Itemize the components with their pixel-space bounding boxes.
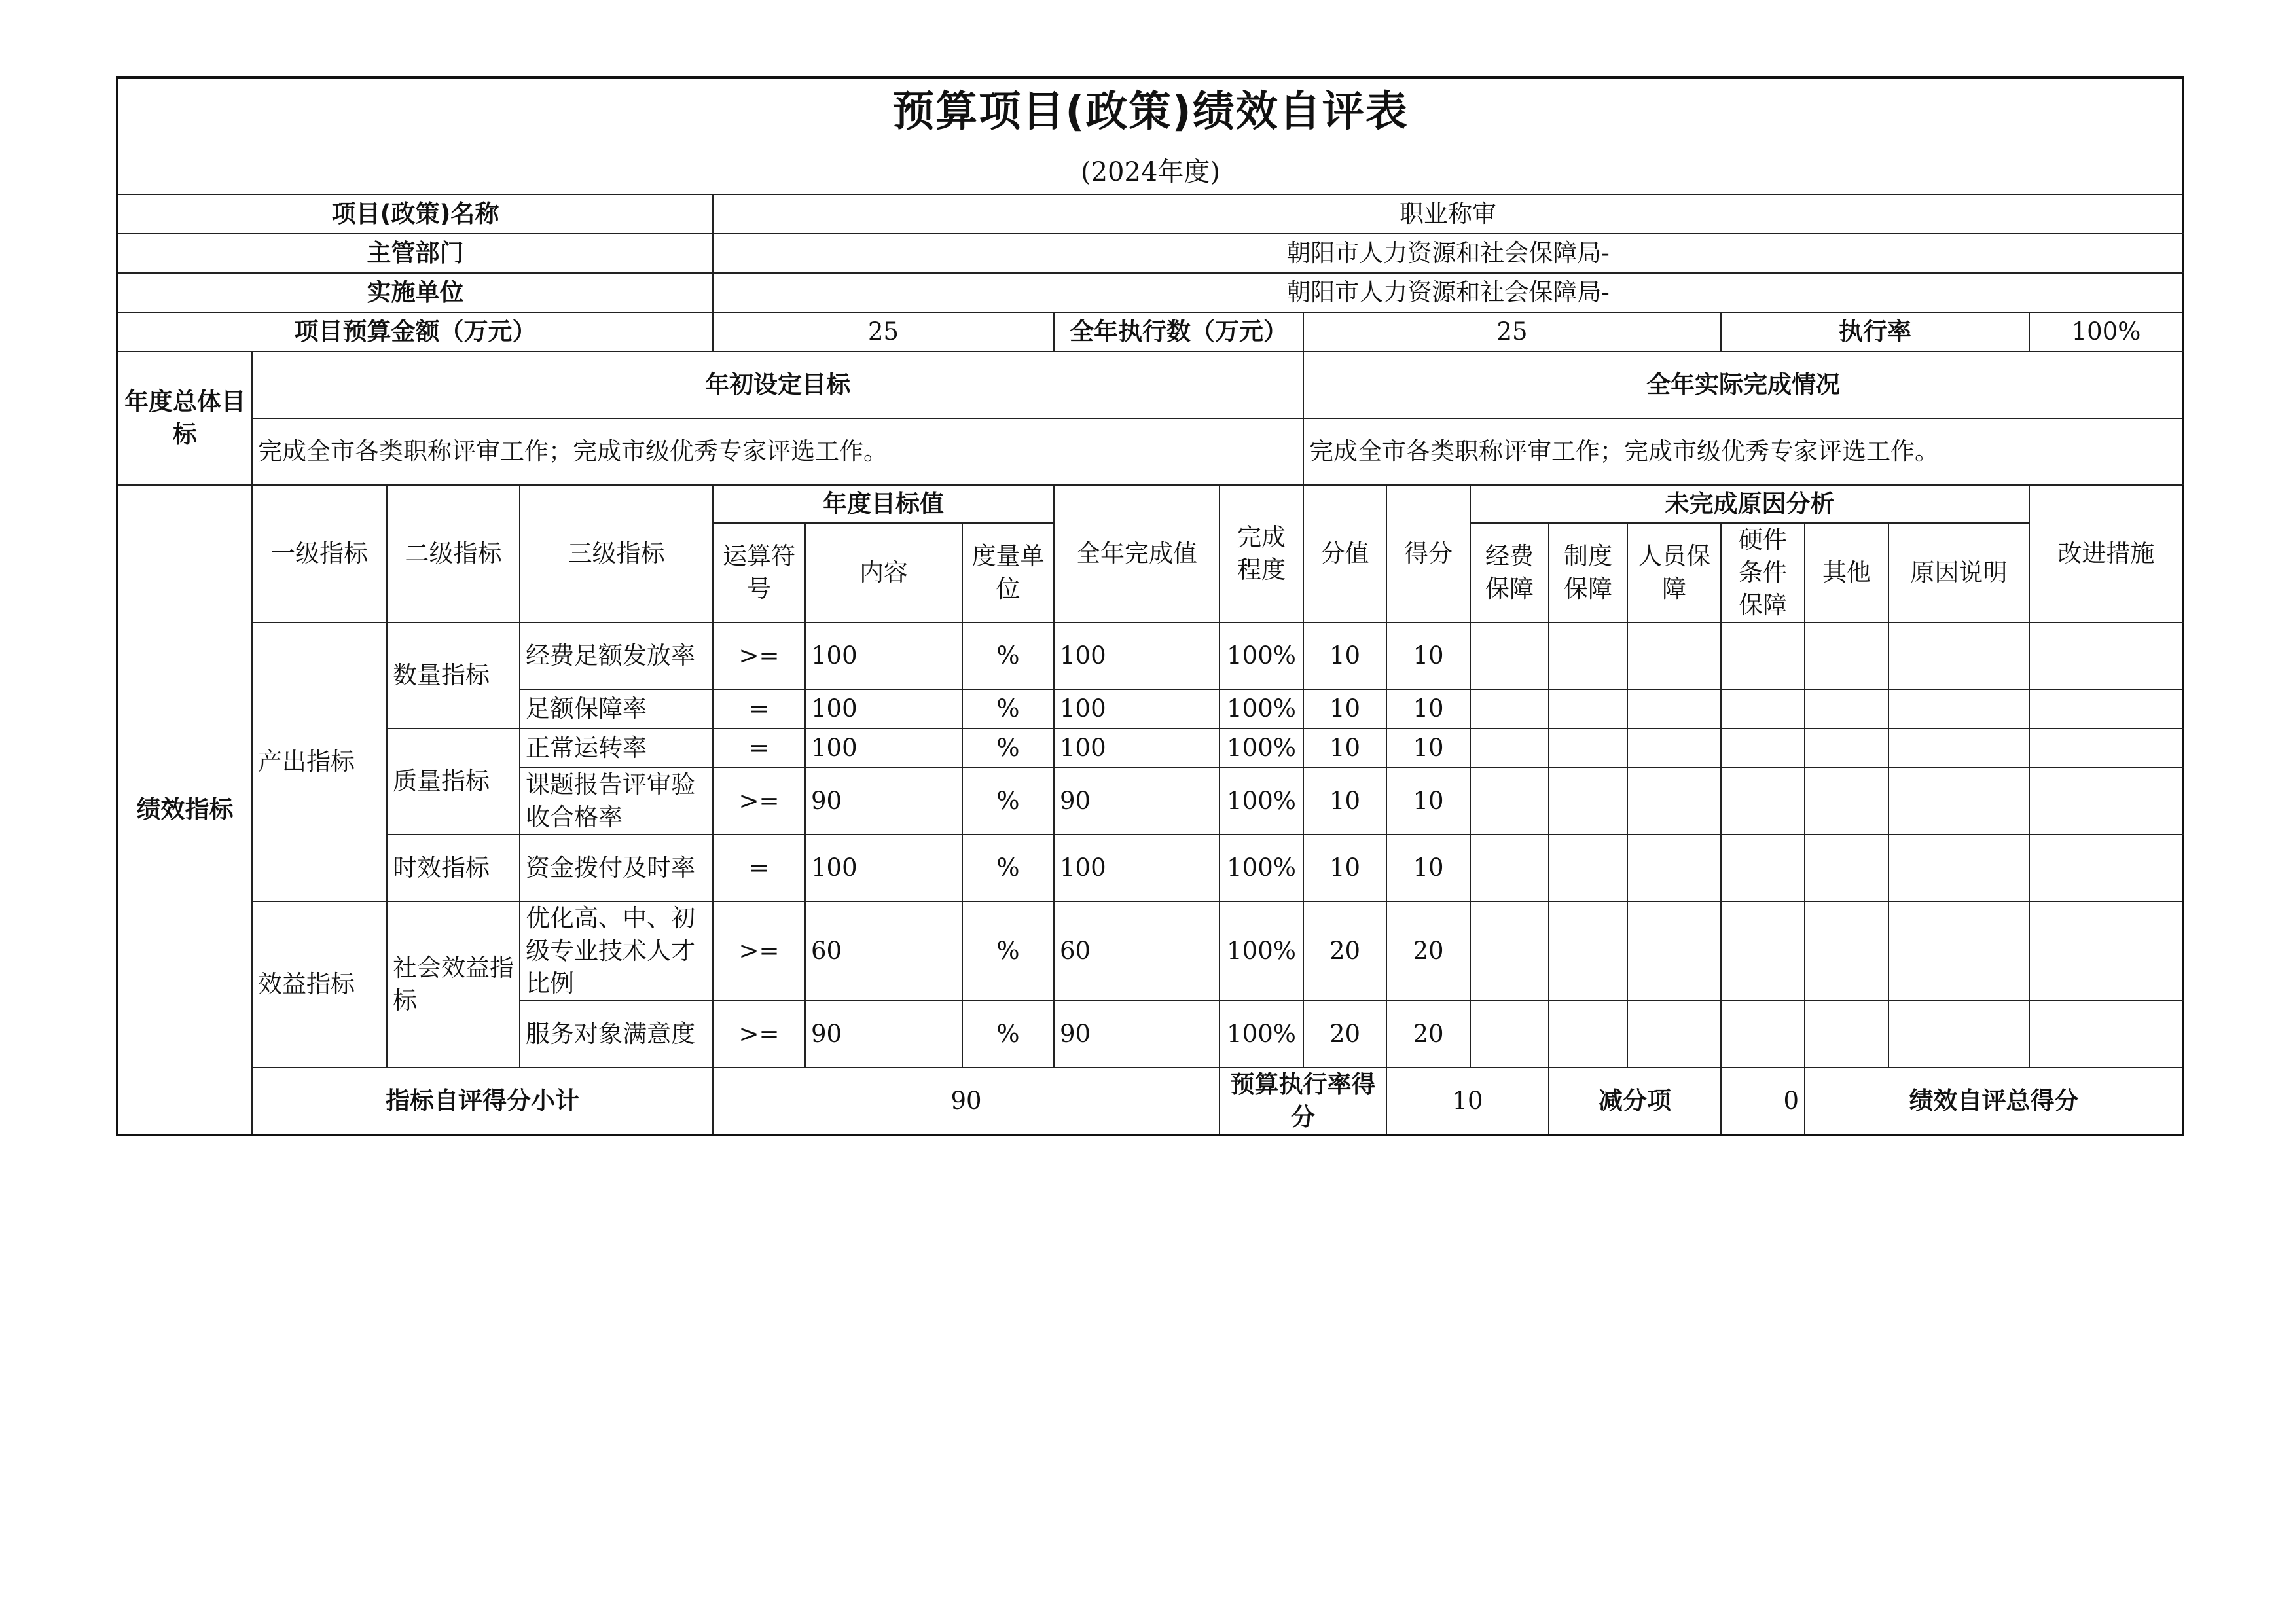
table-row bbox=[117, 901, 2183, 1001]
header-content: 内容 bbox=[805, 523, 962, 623]
header-level2: 二级指标 bbox=[387, 485, 520, 623]
indicator-target: 100 bbox=[805, 689, 962, 729]
empty-cell bbox=[1805, 1001, 1888, 1068]
empty-cell bbox=[1805, 768, 1888, 835]
indicator-operator: >= bbox=[713, 768, 805, 835]
header-level3: 三级指标 bbox=[520, 485, 713, 623]
empty-cell bbox=[1627, 1001, 1721, 1068]
empty-cell bbox=[1888, 768, 2029, 835]
subtotal-label: 指标自评得分小计 bbox=[252, 1068, 713, 1135]
empty-cell bbox=[1721, 1001, 1805, 1068]
indicator-value: 10 bbox=[1303, 689, 1386, 729]
indicator-name: 正常运转率 bbox=[520, 729, 713, 768]
indicator-degree: 100% bbox=[1220, 835, 1303, 901]
budget-score-value: 10 bbox=[1386, 1068, 1549, 1135]
subtotal-value: 90 bbox=[713, 1068, 1220, 1135]
actual-goal-text: 完成全市各类职称评审工作；完成市级优秀专家评选工作。 bbox=[1303, 418, 2183, 485]
empty-cell bbox=[1888, 623, 2029, 689]
project-name-value: 职业称审 bbox=[713, 194, 2183, 234]
empty-cell bbox=[1549, 623, 1627, 689]
indicator-value: 10 bbox=[1303, 623, 1386, 689]
empty-cell bbox=[1805, 901, 1888, 1001]
indicator-score: 10 bbox=[1386, 623, 1470, 689]
indicator-value: 20 bbox=[1303, 1001, 1386, 1068]
header-operator: 运算符号 bbox=[713, 523, 805, 623]
executed-value: 25 bbox=[1303, 312, 1721, 352]
indicator-name: 优化高、中、初级专业技术人才比例 bbox=[520, 901, 713, 1001]
deduction-label: 减分项 bbox=[1549, 1068, 1721, 1135]
header-staff: 人员保障 bbox=[1627, 523, 1721, 623]
empty-cell bbox=[1721, 729, 1805, 768]
indicator-value: 10 bbox=[1303, 768, 1386, 835]
empty-cell bbox=[1721, 623, 1805, 689]
indicator-degree: 100% bbox=[1220, 729, 1303, 768]
indicator-unit: % bbox=[962, 901, 1054, 1001]
empty-cell bbox=[1805, 835, 1888, 901]
empty-cell bbox=[1721, 768, 1805, 835]
deduction-value: 0 bbox=[1721, 1068, 1805, 1135]
group-social: 社会效益指标 bbox=[387, 901, 520, 1068]
indicator-actual: 100 bbox=[1054, 729, 1220, 768]
indicator-unit: % bbox=[962, 768, 1054, 835]
empty-cell bbox=[2029, 729, 2183, 768]
indicator-degree: 100% bbox=[1220, 689, 1303, 729]
empty-cell bbox=[2029, 689, 2183, 729]
empty-cell bbox=[1470, 689, 1549, 729]
empty-cell bbox=[1627, 835, 1721, 901]
group-timeliness: 时效指标 bbox=[387, 835, 520, 901]
dept-label: 主管部门 bbox=[117, 234, 713, 273]
indicator-unit: % bbox=[962, 623, 1054, 689]
unit-value: 朝阳市人力资源和社会保障局- bbox=[713, 273, 2183, 312]
indicator-unit: % bbox=[962, 835, 1054, 901]
indicator-name: 课题报告评审验收合格率 bbox=[520, 768, 713, 835]
indicator-score: 10 bbox=[1386, 835, 1470, 901]
empty-cell bbox=[1470, 835, 1549, 901]
indicator-name: 服务对象满意度 bbox=[520, 1001, 713, 1068]
empty-cell bbox=[2029, 768, 2183, 835]
rate-label: 执行率 bbox=[1721, 312, 2029, 352]
annual-goal-label: 年度总体目标 bbox=[117, 352, 252, 485]
indicator-value: 20 bbox=[1303, 901, 1386, 1001]
table-row bbox=[117, 835, 2183, 901]
budget-score-label: 预算执行率得分 bbox=[1220, 1068, 1386, 1135]
indicator-score: 20 bbox=[1386, 901, 1470, 1001]
rate-value: 100% bbox=[2029, 312, 2183, 352]
header-explanation: 原因说明 bbox=[1888, 523, 2029, 623]
table-row bbox=[117, 623, 2183, 689]
empty-cell bbox=[1470, 768, 1549, 835]
empty-cell bbox=[1627, 623, 1721, 689]
header-annual-target: 年度目标值 bbox=[713, 485, 1054, 523]
indicator-operator: = bbox=[713, 729, 805, 768]
form-year-cell bbox=[117, 151, 2183, 194]
indicator-actual: 100 bbox=[1054, 689, 1220, 729]
indicator-unit: % bbox=[962, 1001, 1054, 1068]
indicator-score: 20 bbox=[1386, 1001, 1470, 1068]
empty-cell bbox=[1549, 768, 1627, 835]
header-system: 制度保障 bbox=[1549, 523, 1627, 623]
indicator-actual: 60 bbox=[1054, 901, 1220, 1001]
empty-cell bbox=[1549, 689, 1627, 729]
empty-cell bbox=[1549, 1001, 1627, 1068]
header-score: 得分 bbox=[1386, 485, 1470, 623]
empty-cell bbox=[1888, 1001, 2029, 1068]
indicator-target: 100 bbox=[805, 835, 962, 901]
indicator-operator: = bbox=[713, 689, 805, 729]
header-degree: 完成程度 bbox=[1220, 485, 1303, 623]
empty-cell bbox=[2029, 623, 2183, 689]
empty-cell bbox=[1470, 623, 1549, 689]
planned-goal-header: 年初设定目标 bbox=[252, 352, 1303, 418]
empty-cell bbox=[1888, 689, 2029, 729]
indicator-value: 10 bbox=[1303, 835, 1386, 901]
group-quality: 质量指标 bbox=[387, 729, 520, 835]
empty-cell bbox=[1888, 729, 2029, 768]
indicator-degree: 100% bbox=[1220, 1001, 1303, 1068]
indicator-value: 10 bbox=[1303, 729, 1386, 768]
empty-cell bbox=[1805, 623, 1888, 689]
form-title: 预算项目(政策)绩效自评表 bbox=[892, 87, 1409, 136]
indicator-target: 100 bbox=[805, 623, 962, 689]
indicator-operator: >= bbox=[713, 1001, 805, 1068]
empty-cell bbox=[1470, 1001, 1549, 1068]
form-title-cell bbox=[117, 77, 2183, 151]
header-hardware: 硬件条件保障 bbox=[1721, 523, 1805, 623]
empty-cell bbox=[1805, 689, 1888, 729]
indicator-score: 10 bbox=[1386, 768, 1470, 835]
empty-cell bbox=[1470, 729, 1549, 768]
evaluation-table bbox=[116, 76, 2184, 1136]
summary-row bbox=[117, 1068, 2183, 1135]
budget-label: 项目预算金额（万元） bbox=[117, 312, 713, 352]
performance-self-evaluation-form bbox=[116, 76, 2184, 1136]
planned-goal-text: 完成全市各类职称评审工作；完成市级优秀专家评选工作。 bbox=[252, 418, 1303, 485]
header-actual: 全年完成值 bbox=[1054, 485, 1220, 623]
header-funding: 经费保障 bbox=[1470, 523, 1549, 623]
indicator-actual: 100 bbox=[1054, 623, 1220, 689]
empty-cell bbox=[1721, 835, 1805, 901]
dept-value: 朝阳市人力资源和社会保障局- bbox=[713, 234, 2183, 273]
project-name-label: 项目(政策)名称 bbox=[117, 194, 713, 234]
table-row bbox=[117, 729, 2183, 768]
group-quantity: 数量指标 bbox=[387, 623, 520, 729]
empty-cell bbox=[2029, 1001, 2183, 1068]
header-unit: 度量单位 bbox=[962, 523, 1054, 623]
header-other: 其他 bbox=[1805, 523, 1888, 623]
actual-goal-header: 全年实际完成情况 bbox=[1303, 352, 2183, 418]
indicator-name: 资金拨付及时率 bbox=[520, 835, 713, 901]
header-score-value: 分值 bbox=[1303, 485, 1386, 623]
indicator-name: 经费足额发放率 bbox=[520, 623, 713, 689]
empty-cell bbox=[2029, 835, 2183, 901]
header-improvement: 改进措施 bbox=[2029, 485, 2183, 623]
budget-value: 25 bbox=[713, 312, 1054, 352]
empty-cell bbox=[1549, 901, 1627, 1001]
indicator-actual: 100 bbox=[1054, 835, 1220, 901]
empty-cell bbox=[1888, 901, 2029, 1001]
indicator-degree: 100% bbox=[1220, 768, 1303, 835]
indicator-actual: 90 bbox=[1054, 1001, 1220, 1068]
indicator-degree: 100% bbox=[1220, 901, 1303, 1001]
empty-cell bbox=[1627, 729, 1721, 768]
indicator-operator: = bbox=[713, 835, 805, 901]
empty-cell bbox=[2029, 901, 2183, 1001]
empty-cell bbox=[1627, 768, 1721, 835]
empty-cell bbox=[1805, 729, 1888, 768]
indicator-unit: % bbox=[962, 729, 1054, 768]
indicator-name: 足额保障率 bbox=[520, 689, 713, 729]
header-reason-analysis: 未完成原因分析 bbox=[1470, 485, 2029, 523]
unit-label: 实施单位 bbox=[117, 273, 713, 312]
indicator-actual: 90 bbox=[1054, 768, 1220, 835]
empty-cell bbox=[1721, 689, 1805, 729]
indicator-target: 90 bbox=[805, 1001, 962, 1068]
group-benefit: 效益指标 bbox=[252, 901, 387, 1068]
indicator-target: 90 bbox=[805, 768, 962, 835]
empty-cell bbox=[1721, 901, 1805, 1001]
performance-indicators-label: 绩效指标 bbox=[117, 485, 252, 1135]
form-year: (2024年度) bbox=[1081, 156, 1221, 187]
indicator-score: 10 bbox=[1386, 729, 1470, 768]
empty-cell bbox=[1549, 835, 1627, 901]
executed-label: 全年执行数（万元） bbox=[1054, 312, 1303, 352]
empty-cell bbox=[1549, 729, 1627, 768]
empty-cell bbox=[1627, 901, 1721, 1001]
total-label: 绩效自评总得分 bbox=[1805, 1068, 2183, 1135]
empty-cell bbox=[1888, 835, 2029, 901]
group-output: 产出指标 bbox=[252, 623, 387, 901]
indicator-operator: >= bbox=[713, 623, 805, 689]
indicator-score: 10 bbox=[1386, 689, 1470, 729]
indicator-target: 60 bbox=[805, 901, 962, 1001]
header-level1: 一级指标 bbox=[252, 485, 387, 623]
indicator-unit: % bbox=[962, 689, 1054, 729]
empty-cell bbox=[1470, 901, 1549, 1001]
indicator-degree: 100% bbox=[1220, 623, 1303, 689]
empty-cell bbox=[1627, 689, 1721, 729]
indicator-operator: >= bbox=[713, 901, 805, 1001]
indicator-target: 100 bbox=[805, 729, 962, 768]
